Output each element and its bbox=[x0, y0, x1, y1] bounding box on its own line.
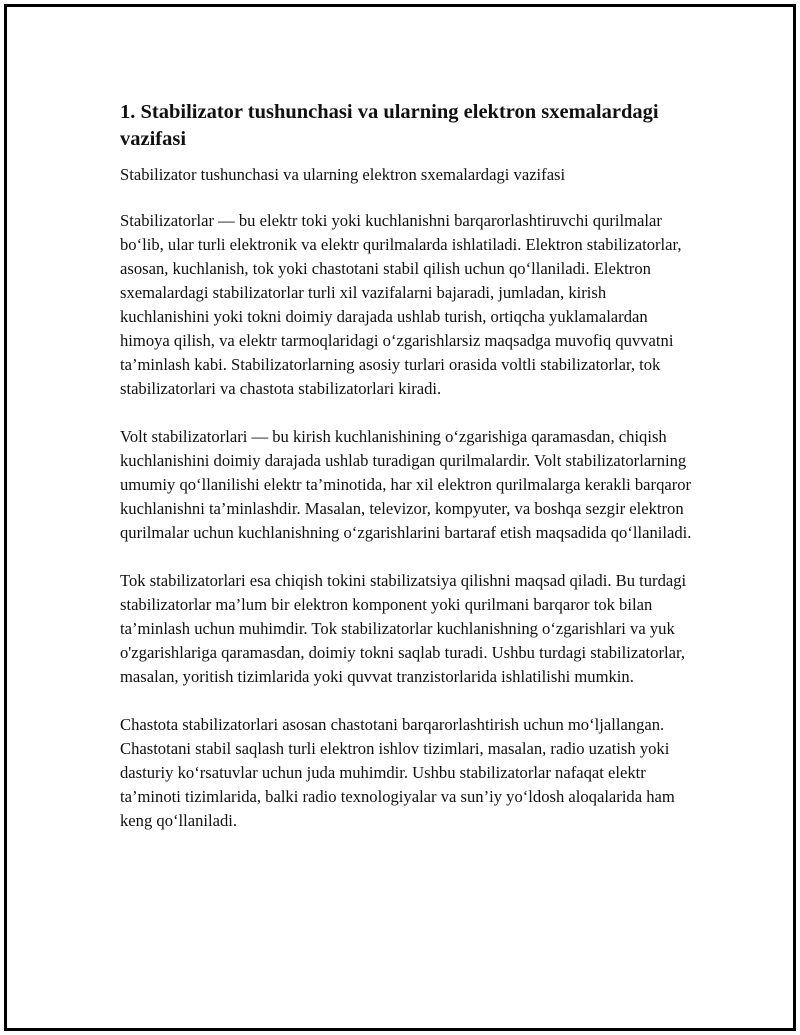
paragraph-voltage-stabilizers: Volt stabilizatorlari — bu kirish kuchlanishining o‘zgarishiga qaramasdan, chiqish kuchlanishini doimiy darajada ushlab turadigan qurilmalardir. Volt stabilizatorlarning umumiy qo‘llanilishi elektr ta’minotida, har xil elektron qurilmalarga kerakli barqaror kuchlanishni ta’minlashdir. Masalan, televizor, kompyuter, va boshqa sezgir elektron qurilmalar uchun kuchlanishning o‘zgarishlarini bartaraf etish maqsadida qo‘llaniladi. bbox=[120, 427, 692, 542]
paragraph-frequency-stabilizers: Chastota stabilizatorlari asosan chastotani barqarorlashtirish uchun mo‘ljallangan. Chastotani stabil saqlash turli elektron ishlov tizimlari, masalan, radio uzatish yoki dasturiy ko‘rsatuvlar uchun juda muhimdir. Ushbu stabilizatorlar nafaqat elektr ta’minoti tizimlarida, balki radio texnologiyalar va sun’iy yo‘ldosh aloqalarida ham keng qo‘llaniladi. bbox=[120, 715, 675, 830]
page-frame bbox=[4, 4, 796, 1031]
section-subtitle: Stabilizator tushunchasi va ularning elektron sxemalardagi vazifasi bbox=[120, 165, 566, 184]
paragraph-current-stabilizers: Tok stabilizatorlari esa chiqish tokini stabilizatsiya qilishni maqsad qiladi. Bu turdagi stabilizatorlar ma’lum bir elektron komponent yoki qurilmani barqaror tok bilan ta’minlash uchun muhimdir. Tok stabilizatorlar kuchlanishning o‘zgarishlari va yuk o'zgarishlariga qaramasdan, doimiy tokni saqlab turadi. Ushbu turdagi stabilizatorlar, masalan, yoritish tizimlarida yoki quvvat tranzistorlarida ishlatilishi mumkin. bbox=[120, 571, 687, 686]
document-body bbox=[120, 99, 695, 857]
section-heading: 1. Stabilizator tushunchasi va ularning elektron sxemalardagi vazifasi bbox=[120, 101, 659, 150]
paragraph-intro: Stabilizatorlar — bu elektr toki yoki kuchlanishni barqarorlashtiruvchi qurilmalar bo‘lib, ular turli elektronik va elektr qurilmalarda ishlatiladi. Elektron stabilizatorlar, asosan, kuchlanish, tok yoki chastotani stabil qilish uchun qo‘llaniladi. Elektron sxemalardagi stabilizatorlar turli xil vazifalarni bajaradi, jumladan, kirish kuchlanishini yoki tokni doimiy darajada ushlab turish, ortiqcha yuklamalardan himoya qilish, va elektr tarmoqlaridagi o‘zgarishlarsiz maqsadga muvofiq quvvatni ta’minlash kabi. Stabilizatorlarning asosiy turlari orasida voltli stabilizatorlar, tok stabilizatorlari va chastota stabilizatorlari kiradi. bbox=[120, 211, 682, 398]
